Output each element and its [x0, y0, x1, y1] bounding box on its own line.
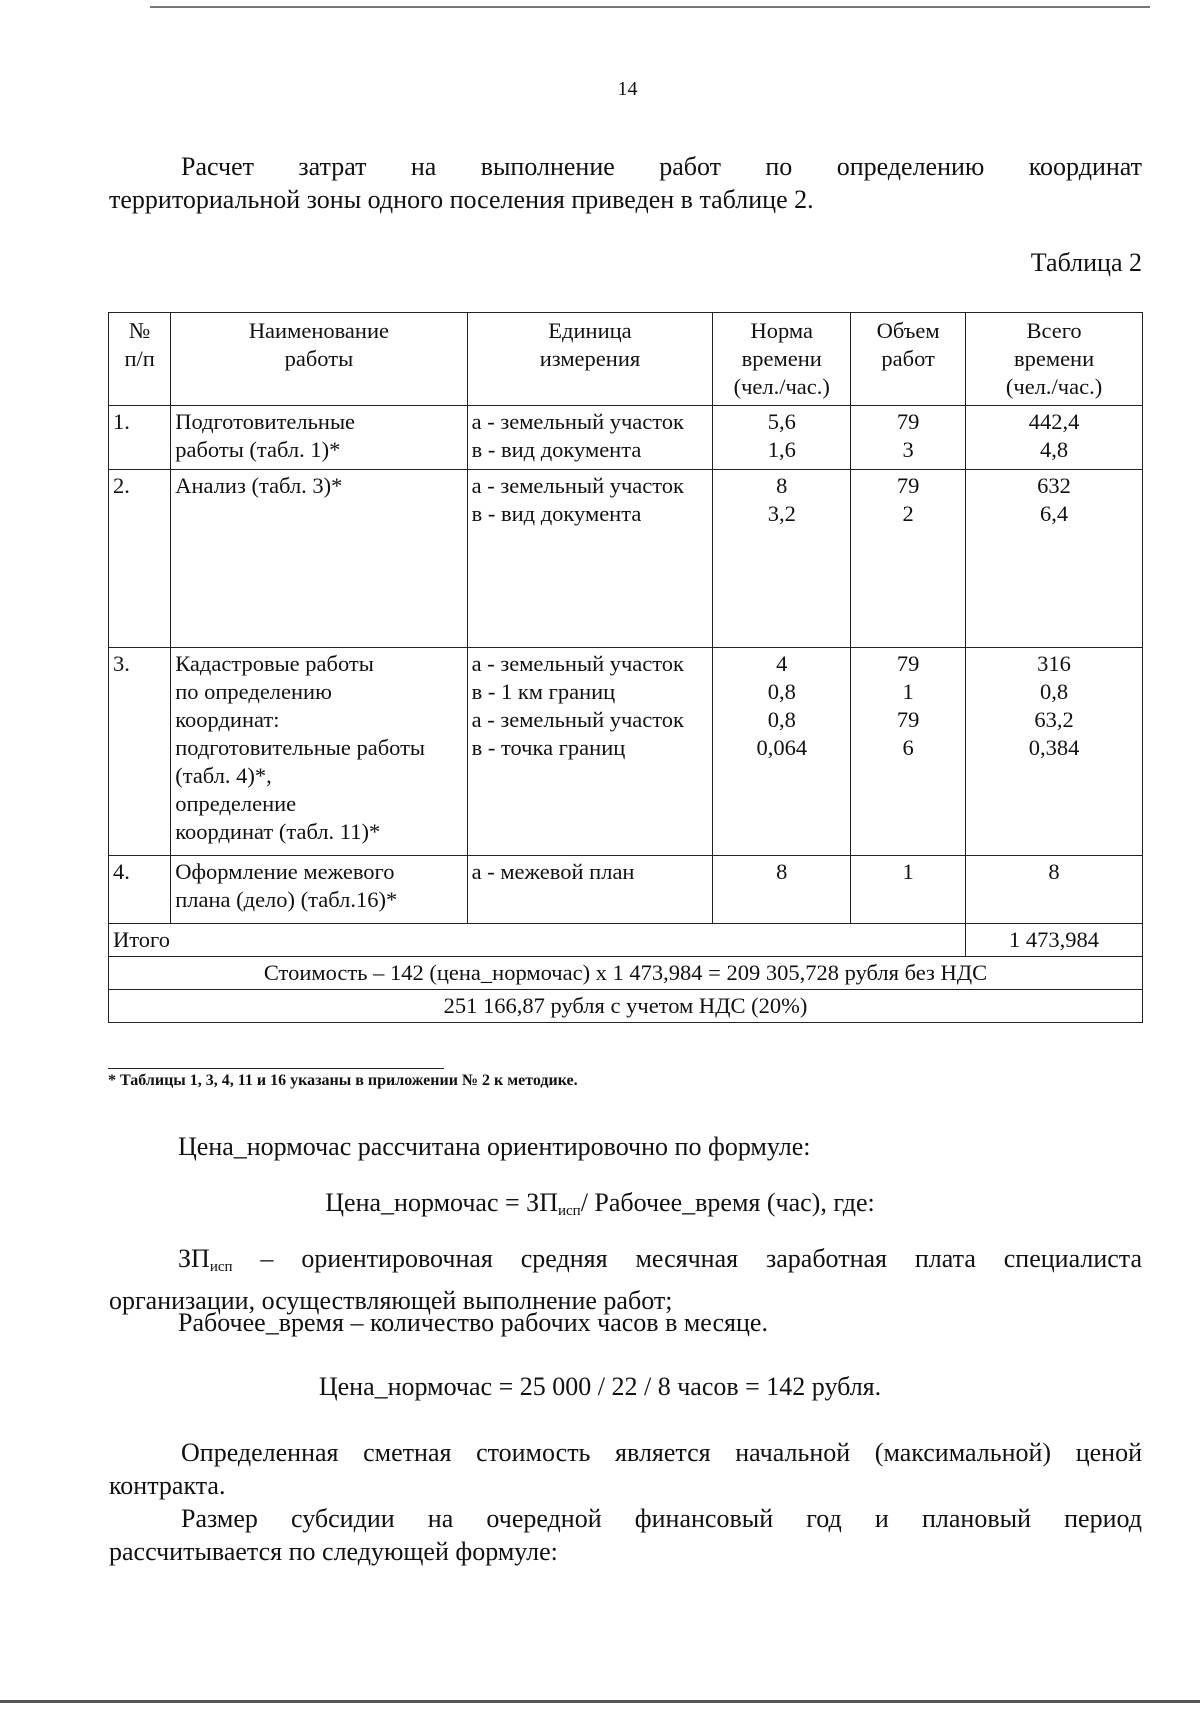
row-unit: а - межевой план [467, 856, 713, 924]
table-row [109, 856, 1143, 924]
intro-line-1: Расчет затрат на выполнение работ по определению координат [181, 152, 1142, 181]
table-caption: Таблица 2 [1030, 248, 1142, 277]
definition-text: – ориентировочная средняя месячная заработная плата специалиста [232, 1244, 1142, 1273]
row-volume: 79 3 [851, 406, 966, 470]
row-unit: а - земельный участок в - вид документа [467, 406, 713, 470]
table-row [109, 648, 1143, 856]
total-label: Итого [109, 924, 966, 957]
footnote: * Таблицы 1, 3, 4, 11 и 16 указаны в приложении № 2 к методике. [108, 1072, 578, 1089]
intro-line-2: территориальной зоны одного поселения приведен в таблице 2. [109, 185, 814, 214]
header-work-name: Наименование работы [171, 313, 467, 406]
table-vat-row [109, 990, 1143, 1023]
formula-left: Цена_нормочас = ЗП [325, 1188, 558, 1217]
formula-right: / Рабочее_время (час), где: [580, 1188, 875, 1217]
formula-intro: Цена_нормочас рассчитана ориентировочно по формуле: [178, 1132, 811, 1161]
table-header-row [109, 313, 1143, 406]
row-volume: 79 1 79 6 [851, 648, 966, 856]
formula-calculation: Цена_нормочас = 25 000 / 22 / 8 часов = 142 рубля. [318, 1372, 882, 1401]
row-work-name: Кадастровые работы по определению координат: подготовительные работы (табл. 4)*, определение координат (табл. 11)* [171, 648, 467, 856]
header-unit: Единица измерения [467, 313, 713, 406]
row-total-time: 316 0,8 63,2 0,384 [966, 648, 1143, 856]
row-time-norm: 4 0,8 0,8 0,064 [713, 648, 851, 856]
row-total-time: 632 6,4 [966, 470, 1143, 648]
definition-term: ЗП [178, 1244, 210, 1273]
row-work-name: Анализ (табл. 3)* [171, 470, 467, 648]
header-volume: Объем работ [851, 313, 966, 406]
vat-line: 251 166,87 рубля с учетом НДС (20%) [109, 990, 1143, 1023]
page-number: 14 [617, 78, 638, 100]
row-volume: 79 2 [851, 470, 966, 648]
row-number: 3. [109, 648, 171, 856]
subsidy-line-1: Размер субсидии на очередной финансовый год и плановый период [181, 1504, 1142, 1533]
table-cost-row [109, 957, 1143, 990]
scan-top-edge [150, 6, 1150, 8]
row-work-name: Оформление межевого плана (дело) (табл.16)* [171, 856, 467, 924]
total-value: 1 473,984 [966, 924, 1143, 957]
conclusion-paragraph [109, 1436, 1142, 1502]
row-unit: а - земельный участок в - 1 км границ а - земельный участок в - точка границ [467, 648, 713, 856]
row-total-time: 8 [966, 856, 1143, 924]
row-time-norm: 8 3,2 [713, 470, 851, 648]
row-time-norm: 8 [713, 856, 851, 924]
table-total-row [109, 924, 1143, 957]
row-unit: а - земельный участок в - вид документа [467, 470, 713, 648]
conclusion-line-1: Определенная сметная стоимость является начальной (максимальной) ценой [181, 1438, 1142, 1467]
formula-subscript: исп [557, 1203, 581, 1219]
row-number: 1. [109, 406, 171, 470]
footnote-divider [108, 1068, 444, 1069]
header-time-norm: Норма времени (чел./час.) [713, 313, 851, 406]
definition-salary-line-1 [109, 1242, 1142, 1284]
header-number: № п/п [109, 313, 171, 406]
subsidy-line-2: рассчитывается по следующей формуле: [109, 1537, 558, 1566]
work-cost-table [108, 312, 1143, 1023]
definition-salary-line-2: организации, осуществляющей выполнение работ; [109, 1286, 673, 1315]
definition-term-subscript: исп [209, 1259, 233, 1275]
header-total-time: Всего времени (чел./час.) [966, 313, 1143, 406]
definition-salary [109, 1242, 1142, 1317]
row-total-time: 442,4 4,8 [966, 406, 1143, 470]
conclusion-line-2: контракта. [109, 1471, 226, 1500]
table-row [109, 406, 1143, 470]
subsidy-paragraph [109, 1502, 1142, 1568]
table-row [109, 470, 1143, 648]
row-work-name: Подготовительные работы (табл. 1)* [171, 406, 467, 470]
row-number: 4. [109, 856, 171, 924]
scan-bottom-edge [0, 1700, 1200, 1703]
cost-line: Стоимость – 142 (цена_нормочас) х 1 473,984 = 209 305,728 рубля без НДС [109, 957, 1143, 990]
row-time-norm: 5,6 1,6 [713, 406, 851, 470]
formula-definition [0, 1188, 1200, 1220]
intro-paragraph [109, 150, 1142, 216]
definition-work-time: Рабочее_время – количество рабочих часов в месяце. [178, 1308, 768, 1337]
row-number: 2. [109, 470, 171, 648]
row-volume: 1 [851, 856, 966, 924]
